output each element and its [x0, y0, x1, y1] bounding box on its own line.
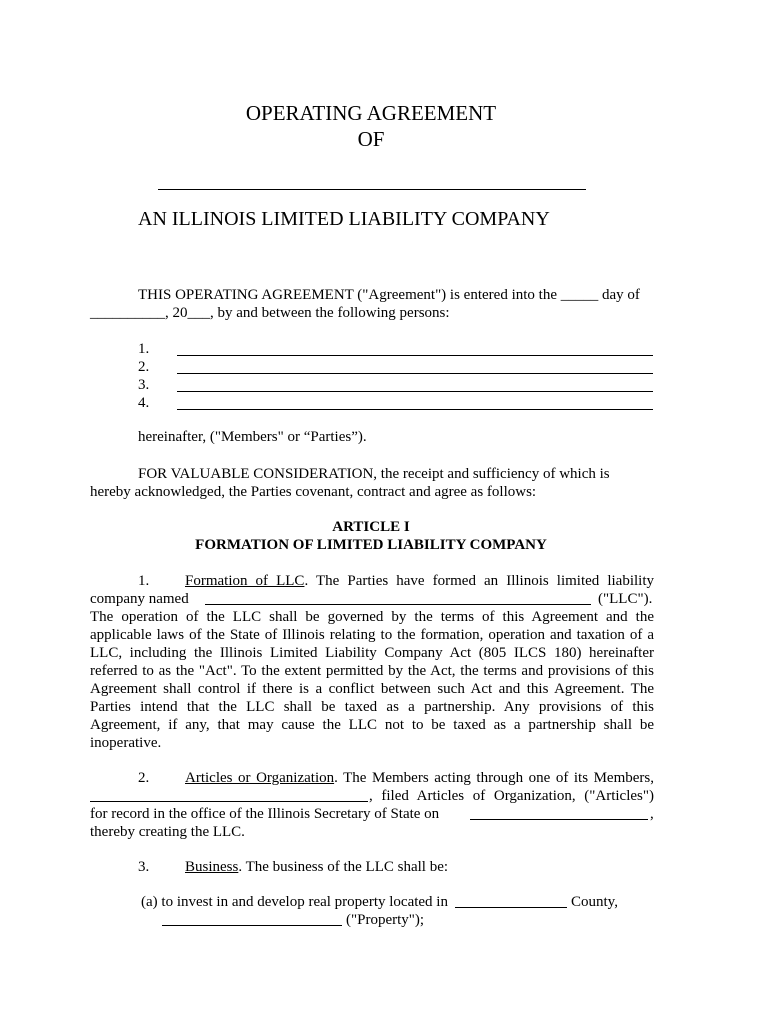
document-title-of: OF: [357, 127, 385, 151]
intro-day-of: day of: [598, 287, 640, 303]
hereinafter-text: hereinafter, ("Members" or “Parties”).: [138, 429, 367, 445]
section-1-body-line: applicable laws of the State of Illinois relating to the formation, operation and taxation of a: [90, 627, 654, 643]
member-blank[interactable]: [177, 373, 653, 374]
item-a-line-1: (a) to invest in and develop real property located in: [141, 894, 448, 910]
item-a-county: County,: [571, 894, 618, 910]
consideration-line-1: FOR VALUABLE CONSIDERATION, the receipt and sufficiency of which is: [138, 466, 610, 482]
member-blank[interactable]: [177, 355, 653, 356]
section-2-line-4: thereby creating the LLC.: [90, 824, 245, 840]
section-1-body-line: referred to as the "Act". To the extent permitted by the Act, the terms and provisions of this: [90, 663, 654, 679]
section-1-body-line: Agreement, if any, that may cause the LLC not to be taxed as a partnership shall be: [90, 717, 654, 733]
section-3-text: . The business of the LLC shall be:: [238, 859, 449, 875]
county-blank[interactable]: [455, 907, 567, 908]
llc-name-blank[interactable]: [205, 604, 591, 605]
section-2-comma: ,: [650, 806, 654, 822]
section-2-line-3: for record in the office of the Illinois Secretary of State on: [90, 806, 440, 822]
consideration-line-2: hereby acknowledged, the Parties covenant, contract and agree as follows:: [90, 484, 537, 500]
filing-date-blank[interactable]: [470, 819, 648, 820]
section-2-line-1: [185, 769, 654, 787]
state-line: AN ILLINOIS LIMITED LIABILITY COMPANY: [138, 208, 550, 230]
section-1-text: . The Parties have formed an Illinois limited liability: [304, 573, 655, 589]
article-heading: FORMATION OF LIMITED LIABILITY COMPANY: [195, 537, 547, 553]
section-1-line-1: [185, 572, 654, 590]
section-2-heading: Articles or Organization: [185, 770, 335, 786]
member-number: 2.: [138, 359, 150, 375]
section-1-body-line: The operation of the LLC shall be governed by the terms of this Agreement and the: [90, 609, 654, 625]
member-number: 3.: [138, 377, 150, 393]
intro-text: THIS OPERATING AGREEMENT ("Agreement") is entered into the: [138, 287, 561, 303]
article-number: ARTICLE I: [332, 519, 410, 535]
member-number: 4.: [138, 395, 150, 411]
section-2-line-2: , filed Articles of Organization, ("Articles"): [369, 788, 654, 804]
intro-line-2: __________, 20___, by and between the following persons:: [90, 305, 450, 321]
item-a-property: ("Property");: [346, 912, 425, 928]
property-blank[interactable]: [162, 925, 342, 926]
document-title: OPERATING AGREEMENT: [245, 101, 497, 125]
section-1-llc: ("LLC").: [598, 591, 653, 607]
section-2-text: . The Members acting through one of its Members,: [334, 770, 654, 786]
section-1-number: 1.: [138, 573, 150, 589]
section-3-line: [185, 858, 448, 876]
member-blank[interactable]: [177, 391, 653, 392]
company-name-blank[interactable]: [158, 189, 586, 190]
section-1-last-line: inoperative.: [90, 735, 162, 751]
section-1-company-named: company named: [90, 591, 189, 607]
section-1-heading: Formation of LLC: [185, 573, 305, 589]
section-1-body-line: LLC, including the Illinois Limited Liability Company Act (805 ILCS 180) hereinafter: [90, 645, 654, 661]
section-3-number: 3.: [138, 859, 150, 875]
member-blank[interactable]: [177, 409, 653, 410]
member-name-blank[interactable]: [90, 801, 368, 802]
section-1-body-line: Agreement shall control if there is a conflict between such Act and this Agreement. The: [90, 681, 654, 697]
day-blank[interactable]: _____: [560, 287, 599, 303]
section-1-body-line: Parties intend that the LLC shall be taxed as a partnership. Any provisions of this: [90, 699, 654, 715]
member-number: 1.: [138, 341, 150, 357]
section-3-heading: Business: [185, 859, 239, 875]
intro-line-1: [138, 286, 640, 304]
section-2-number: 2.: [138, 770, 150, 786]
